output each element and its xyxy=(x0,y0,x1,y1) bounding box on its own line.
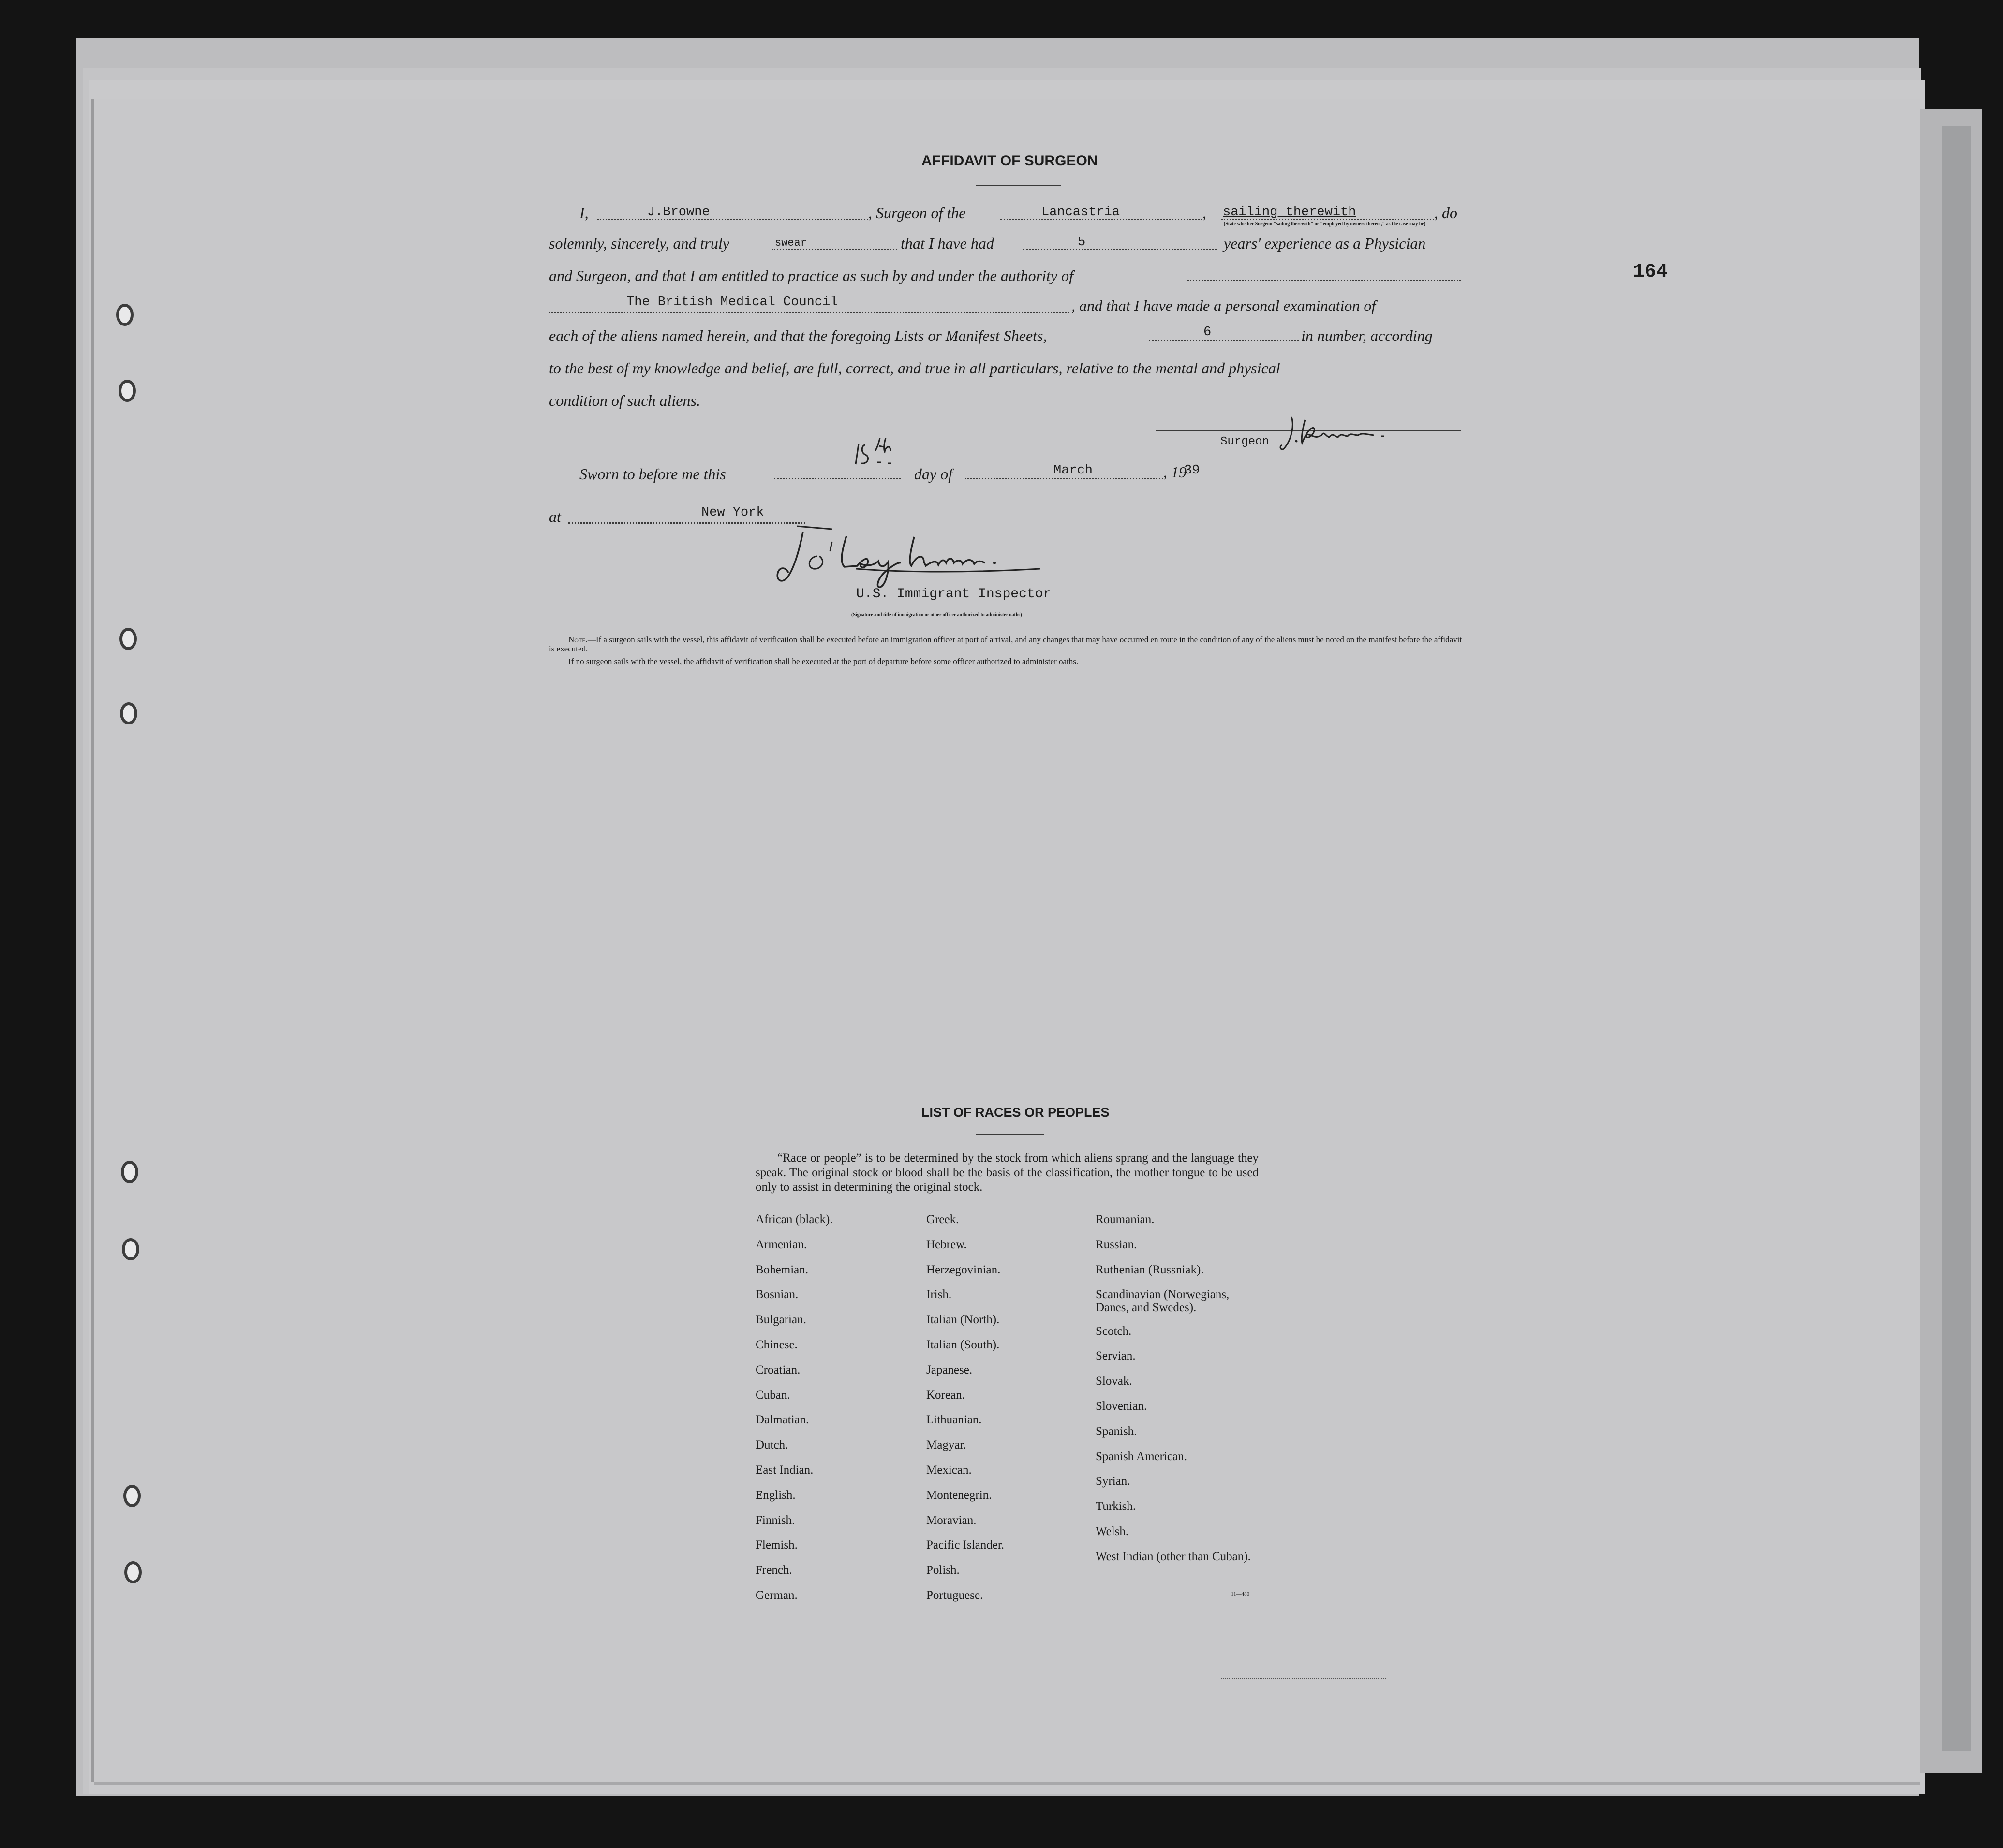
affidavit-title: AFFIDAVIT OF SURGEON xyxy=(921,153,1098,169)
race-item: Bohemian. xyxy=(756,1263,809,1276)
race-item: Croatian. xyxy=(756,1363,801,1376)
race-item: Armenian. xyxy=(756,1238,807,1251)
note-label: Note. xyxy=(568,635,588,644)
race-item: Portuguese. xyxy=(926,1589,983,1602)
affidavit-text: each of the aliens named herein, and that the foregoing Lists or Manifest Sheets, xyxy=(549,327,1047,344)
race-item: Ruthenian (Russniak). xyxy=(1096,1263,1204,1276)
surgeon-name-field-line xyxy=(597,219,868,220)
race-item: German. xyxy=(756,1589,798,1602)
race-item: Italian (South). xyxy=(926,1338,1000,1351)
comma: , xyxy=(1202,204,1206,222)
month-field-line xyxy=(965,478,1163,479)
affidavit-text: to the best of my knowledge and belief, are full, correct, and true in all particulars, relative to the mental and physical xyxy=(549,359,1280,377)
punch-hole xyxy=(119,628,137,650)
affidavit-text: , do xyxy=(1434,204,1457,222)
race-item: Bulgarian. xyxy=(756,1313,806,1327)
race-item: Russian. xyxy=(1096,1238,1137,1251)
race-item: Welsh. xyxy=(1096,1524,1129,1538)
affidavit-note-1 xyxy=(549,635,1463,653)
race-item: Turkish. xyxy=(1096,1500,1136,1513)
sworn-month-value: March xyxy=(1053,463,1093,478)
inspector-title: U.S. Immigrant Inspector xyxy=(856,587,1052,602)
surgeon-label: Surgeon xyxy=(1220,435,1269,448)
race-item: East Indian. xyxy=(756,1464,814,1477)
affidavit-text: years' experience as a Physician xyxy=(1224,235,1426,252)
race-item: Roumanian. xyxy=(1096,1213,1155,1226)
race-item: Slovenian. xyxy=(1096,1399,1147,1413)
race-item: Flemish. xyxy=(756,1538,798,1552)
race-item: Bosnian. xyxy=(756,1288,799,1301)
punch-hole xyxy=(123,1485,141,1507)
affidavit-text: at xyxy=(549,508,561,525)
race-item: French. xyxy=(756,1564,792,1577)
race-item: Spanish. xyxy=(1096,1424,1137,1438)
affidavit-text: and Surgeon, and that I am entitled to practice as such by and under the authority of xyxy=(549,267,1073,284)
sworn-day-handwritten xyxy=(854,435,907,474)
race-item: Montenegrin. xyxy=(926,1488,992,1502)
races-intro: “Race or people” is to be determined by the stock from which aliens sprang and the language they speak. The original stock or blood shall be the basis of the classification, the mother tongue to be used only to assist in determining the original stock. xyxy=(756,1152,1259,1194)
note-text: —If a surgeon sails with the vessel, this affidavit of verification shall be executed before an immigration officer at port of arrival, and any changes that may have occurred en route in the condition of any of the aliens must be noted on the manifest before the affidavit is executed. xyxy=(549,635,1462,653)
race-item: Greek. xyxy=(926,1213,959,1226)
race-item: Slovak. xyxy=(1096,1375,1132,1388)
affidavit-text: I, xyxy=(579,204,589,222)
races-title: LIST OF RACES OR PEOPLES xyxy=(921,1105,1110,1120)
race-item: Japanese. xyxy=(926,1363,973,1376)
race-item: Italian (North). xyxy=(926,1313,1000,1327)
dotted-rule xyxy=(1221,1678,1386,1679)
race-item: Korean. xyxy=(926,1388,965,1402)
authority-field-line-2 xyxy=(549,312,1069,313)
race-item: Moravian. xyxy=(926,1513,977,1527)
race-item: Hebrew. xyxy=(926,1238,967,1251)
affidavit-text: that I have had xyxy=(901,235,994,252)
affidavit-text: day of xyxy=(914,465,953,483)
document-page xyxy=(94,99,1920,1782)
race-item: Polish. xyxy=(926,1564,960,1577)
punch-hole xyxy=(122,1238,139,1260)
page-number: 164 xyxy=(1633,261,1668,283)
sworn-year-value: 39 xyxy=(1184,463,1200,478)
race-item: Magyar. xyxy=(926,1438,966,1452)
sworn-place-value: New York xyxy=(701,505,764,520)
inspector-signature xyxy=(769,522,1117,595)
race-item: Mexican. xyxy=(926,1464,972,1477)
affidavit-text: , and that I have made a personal examination of xyxy=(1071,297,1376,314)
punch-hole xyxy=(121,1161,138,1183)
inspector-caption: (Signature and title of immigration or other officer authorized to administer oaths) xyxy=(851,612,1022,618)
sheets-field-line xyxy=(1149,340,1299,341)
capacity-value: sailing therewith xyxy=(1223,205,1356,220)
affidavit-text: solemnly, sincerely, and truly xyxy=(549,235,729,252)
race-item: Dutch. xyxy=(756,1438,788,1452)
race-item: Syrian. xyxy=(1096,1475,1130,1488)
race-item: Cuban. xyxy=(756,1388,790,1402)
affidavit-note-2: If no surgeon sails with the vessel, the affidavit of verification shall be executed at the port of departure before some officer authorized to administer oaths. xyxy=(568,657,1079,666)
race-item: Dalmatian. xyxy=(756,1413,809,1427)
capacity-hint: (State whether Surgeon "sailing therewith" or "employed by owners thereof," as the case may be) xyxy=(1224,222,1426,227)
day-field-line xyxy=(774,478,901,479)
race-item: Chinese. xyxy=(756,1338,798,1351)
race-item: Servian. xyxy=(1096,1349,1136,1363)
form-code: 11—480 xyxy=(1231,1591,1250,1597)
punch-hole xyxy=(124,1561,142,1583)
race-item: Irish. xyxy=(926,1288,952,1301)
punch-hole xyxy=(119,380,136,402)
races-title-rule xyxy=(976,1134,1044,1135)
race-item: Herzegovinian. xyxy=(926,1263,1001,1276)
punch-hole xyxy=(116,304,134,326)
race-item: Scotch. xyxy=(1096,1324,1132,1338)
affidavit-text: Sworn to before me this xyxy=(579,465,726,483)
punch-hole xyxy=(120,702,137,724)
years-value: 5 xyxy=(1078,235,1086,250)
race-item: African (black). xyxy=(756,1213,833,1226)
authority-field-line xyxy=(1187,280,1461,281)
title-rule xyxy=(976,185,1061,186)
race-item: West Indian (other than Cuban). xyxy=(1096,1550,1251,1563)
affidavit-text: condition of such aliens. xyxy=(549,392,700,409)
sheets-value: 6 xyxy=(1203,325,1212,340)
oath-value: swear xyxy=(775,237,807,249)
sworn-year-prefix: , 19 xyxy=(1163,463,1187,481)
race-item: Spanish American. xyxy=(1096,1449,1187,1463)
race-item: Scandinavian (Norwegians, Danes, and Swedes). xyxy=(1096,1288,1230,1315)
race-item: English. xyxy=(756,1488,796,1502)
surgeon-name-value: J.Browne xyxy=(647,205,710,220)
authority-value: The British Medical Council xyxy=(626,295,838,310)
surgeon-signature xyxy=(1277,411,1422,455)
affidavit-text: , Surgeon of the xyxy=(868,204,966,222)
page-stack-right-edge xyxy=(1942,126,1971,1751)
affidavit-text: in number, according xyxy=(1301,327,1433,344)
vessel-name-value: Lancastria xyxy=(1041,205,1120,220)
race-item: Lithuanian. xyxy=(926,1413,982,1427)
years-field-line xyxy=(1023,249,1217,250)
race-item: Finnish. xyxy=(756,1513,795,1527)
race-item: Pacific Islander. xyxy=(926,1538,1005,1552)
